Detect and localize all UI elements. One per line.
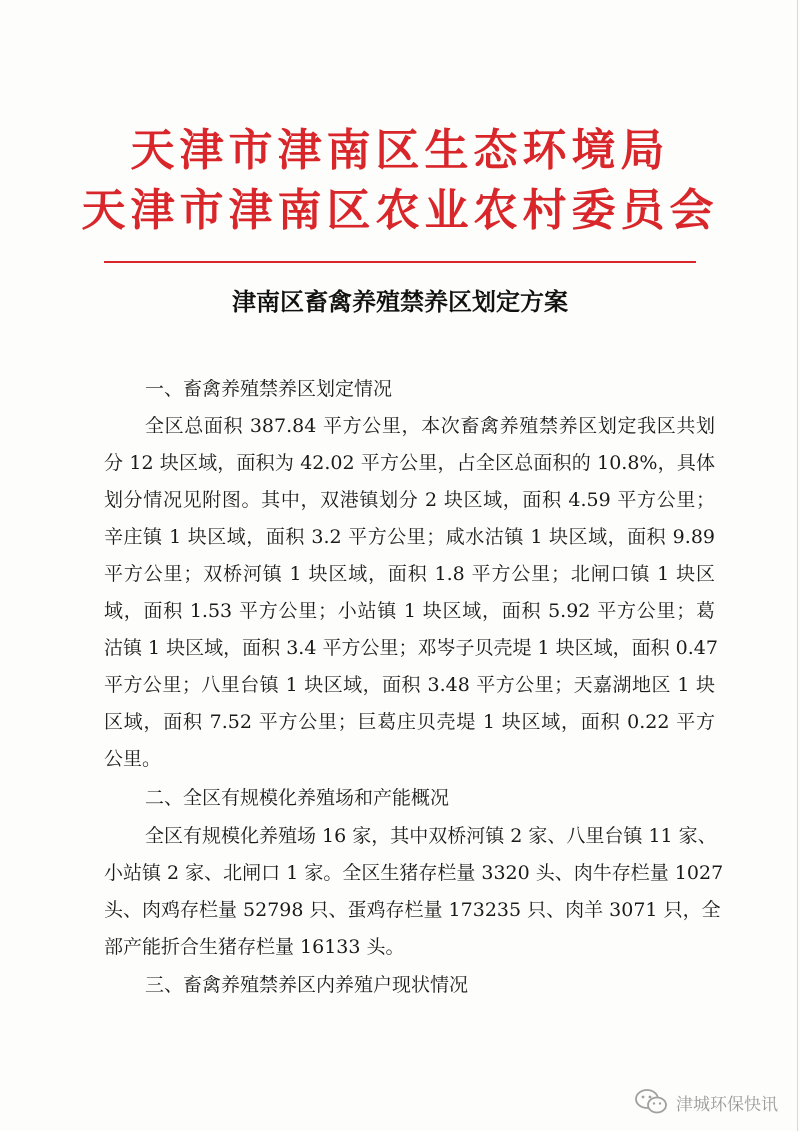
wechat-watermark (634, 1088, 778, 1116)
body-line: 区域，面积 7.52 平方公里；巨葛庄贝壳堤 1 块区域，面积 0.22 平方 (104, 711, 715, 733)
body-line: 沽镇 1 块区域，面积 3.4 平方公里；邓岑子贝壳堤 1 块区域，面积 0.47 (104, 637, 718, 659)
issuing-org-1: 天津市津南区生态环境局 (130, 125, 670, 176)
document-title: 津南区畜禽养殖禁养区划定方案 (232, 287, 568, 316)
body-line: 小站镇 2 家、北闸口 1 家。全区生猪存栏量 3320 头、肉牛存栏量 1027 (104, 862, 724, 884)
wechat-icon (634, 1088, 668, 1116)
section-heading-1: 一、畜禽养殖禁养区划定情况 (145, 378, 393, 400)
section-heading-3: 三、畜禽养殖禁养区内养殖户现状情况 (145, 974, 469, 996)
body-line: 平方公里；八里台镇 1 块区域，面积 3.48 平方公里；天嘉湖地区 1 块 (104, 674, 715, 696)
body-line: 公里。 (104, 748, 162, 770)
section-heading-2: 二、全区有规模化养殖场和产能概况 (145, 787, 450, 809)
body-line: 分 12 块区域，面积为 42.02 平方公里，占全区总面积的 10.8%，具体 (104, 452, 715, 474)
body-line: 部产能折合生猪存栏量 16133 头。 (104, 936, 405, 958)
body-line: 全区有规模化养殖场 16 家，其中双桥河镇 2 家、八里台镇 11 家、 (145, 825, 717, 847)
body-line: 平方公里；双桥河镇 1 块区域，面积 1.8 平方公里；北闸口镇 1 块区 (104, 563, 715, 585)
red-header-rule (104, 261, 696, 263)
body-line: 域，面积 1.53 平方公里；小站镇 1 块区域，面积 5.92 平方公里；葛 (104, 600, 715, 622)
watermark-text: 津城环保快讯 (676, 1094, 778, 1115)
issuing-org-2: 天津市津南区农业农村委员会 (81, 185, 719, 236)
body-line: 划分情况见附图。其中，双港镇划分 2 块区域，面积 4.59 平方公里； (104, 489, 715, 511)
body-line: 头、肉鸡存栏量 52798 只、蛋鸡存栏量 173235 只、肉羊 3071 只，全 (104, 899, 721, 921)
page-edge (797, 0, 798, 1131)
body-line: 全区总面积 387.84 平方公里，本次畜禽养殖禁养区划定我区共划 (145, 415, 715, 437)
body-line: 辛庄镇 1 块区域，面积 3.2 平方公里；咸水沽镇 1 块区域，面积 9.89 (104, 526, 715, 548)
